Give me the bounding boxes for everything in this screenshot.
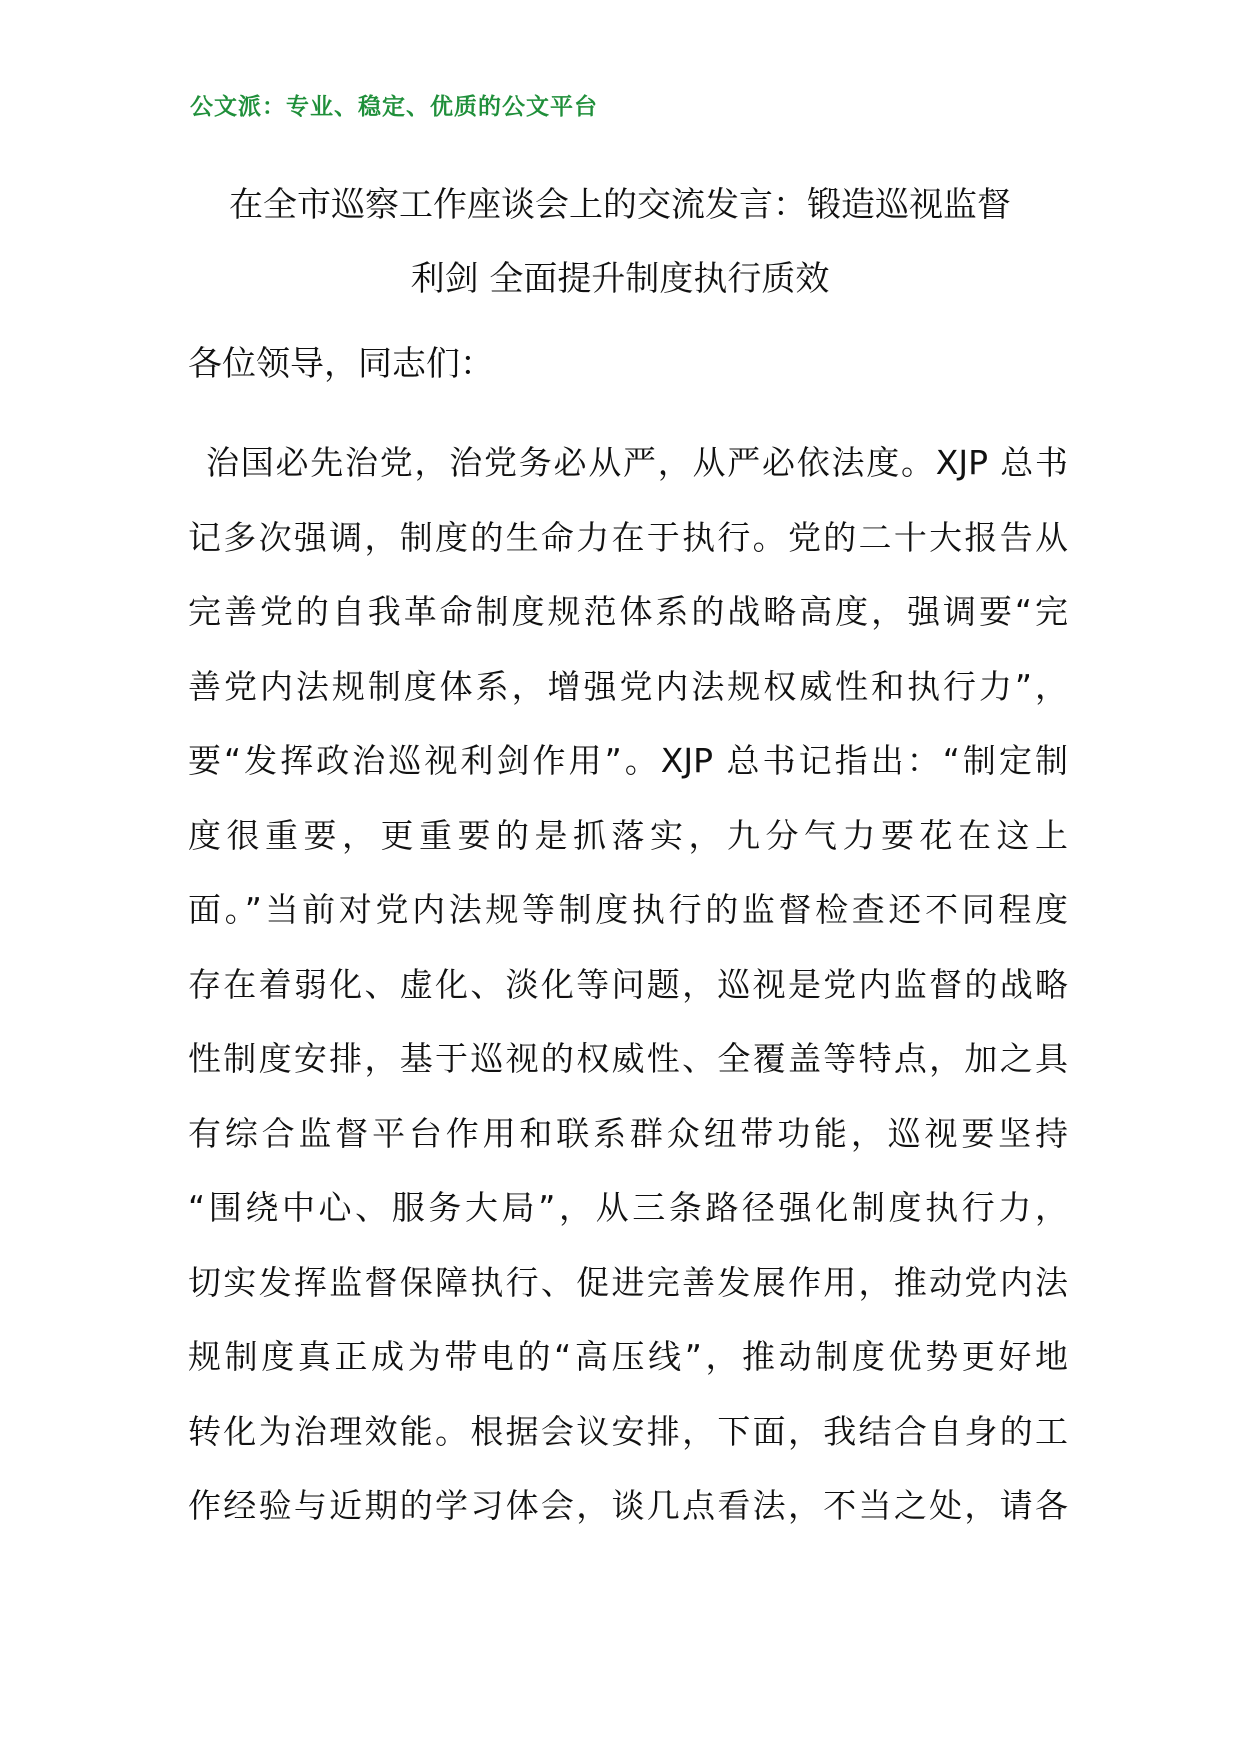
title-line-1: 在全市巡察工作座谈会上的交流发言：锻造巡视监督 — [229, 185, 1011, 225]
body-line: 存在着弱化、虚化、淡化等问题，巡视是党内监督的战略 — [188, 964, 1068, 1004]
body-line: 完善党的自我革命制度规范体系的战略高度，强调要“完 — [188, 592, 1068, 631]
body-line: 度很重要，更重要的是抓落实，九分气力要花在这上 — [188, 815, 1068, 855]
body-line: 善党内法规制度体系，增强党内法规权威性和执行力”， — [188, 666, 1068, 706]
body-line: “围绕中心、服务大局”，从三条路径强化制度执行力， — [188, 1188, 1068, 1227]
body-line: 有综合监督平台作用和联系群众纽带功能，巡视要坚持 — [188, 1113, 1068, 1153]
body-paragraph — [188, 426, 1068, 1544]
body-line: 要“发挥政治巡视利剑作用”。XJP 总书记指出：“制定制 — [188, 741, 1068, 780]
body-line: 规制度真正成为带电的“高压线”，推动制度优势更好地 — [188, 1337, 1068, 1376]
site-header: 公文派：专业、稳定、优质的公文平台 — [190, 94, 598, 120]
body-line: 性制度安排，基于巡视的权威性、全覆盖等特点，加之具 — [188, 1039, 1068, 1078]
body-line: 作经验与近期的学习体会，谈几点看法，不当之处，请各 — [188, 1486, 1068, 1525]
body-line: 转化为治理效能。根据会议安排，下面，我结合自身的工 — [188, 1411, 1068, 1451]
body-line: 记多次强调，制度的生命力在于执行。党的二十大报告从 — [188, 517, 1068, 557]
title-line-2: 利剑 全面提升制度执行质效 — [410, 259, 830, 299]
salutation: 各位领导，同志们： — [188, 344, 494, 384]
body-line: 治国必先治党，治党务必从严，从严必依法度。XJP 总书 — [206, 443, 1068, 482]
body-line: 面。”当前对党内法规等制度执行的监督检查还不同程度 — [188, 890, 1068, 929]
body-line: 切实发挥监督保障执行、促进完善发展作用，推动党内法 — [188, 1262, 1068, 1302]
document-title — [180, 168, 1060, 316]
